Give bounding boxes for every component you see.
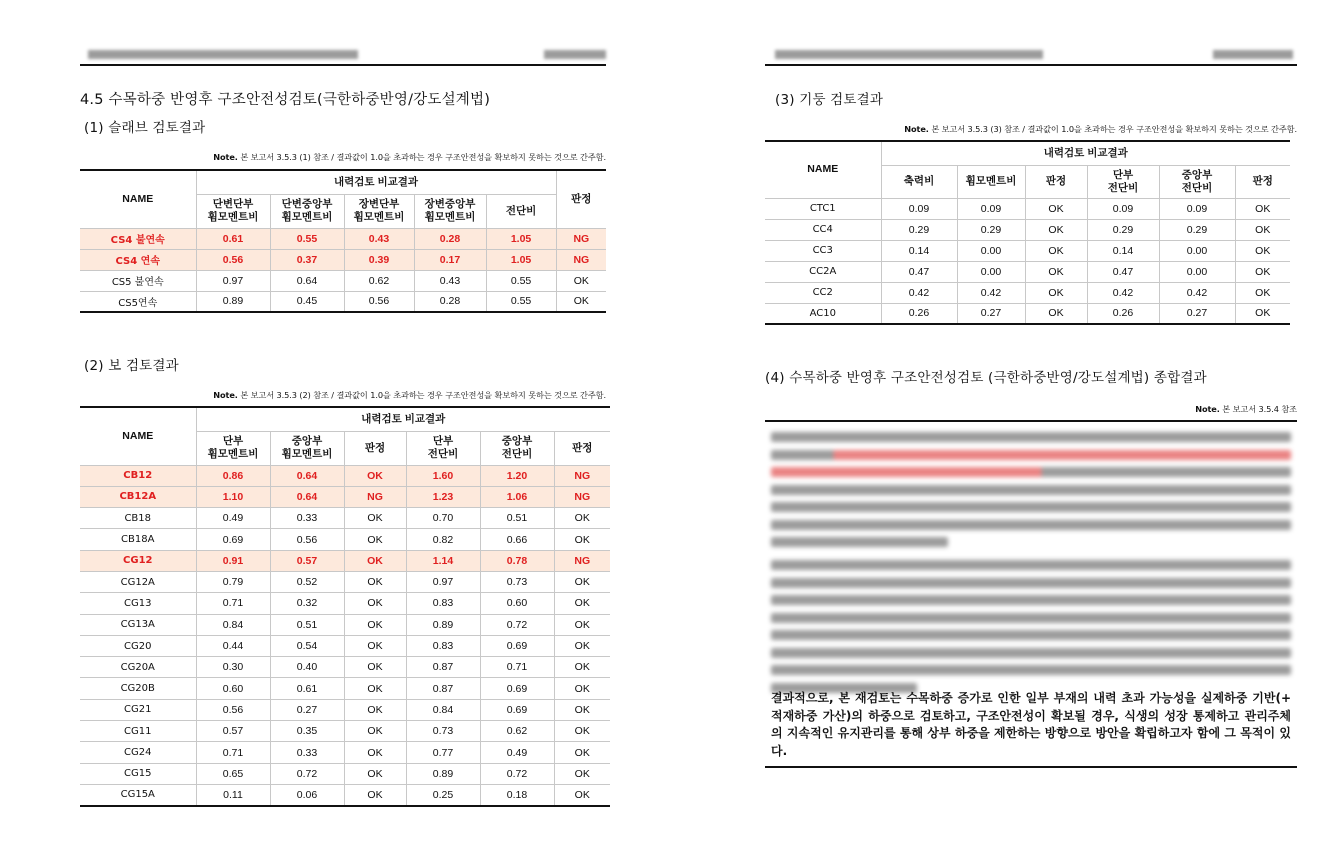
column-cell-value: 0.42 <box>1159 282 1235 303</box>
beam-cell-value: 0.57 <box>270 550 344 571</box>
beam-cell-value: 0.77 <box>406 742 480 763</box>
beam-cell-value: 0.97 <box>406 571 480 592</box>
slab-cell-value: 0.56 <box>344 291 414 312</box>
beam-cell-value: 0.57 <box>196 721 270 742</box>
beam-cell-name: CG20A <box>80 657 196 678</box>
beam-cell-value: 0.40 <box>270 657 344 678</box>
beam-cell-value: 0.71 <box>480 657 554 678</box>
beam-cell-value: 0.83 <box>406 593 480 614</box>
beam-cell-name: CB18A <box>80 529 196 550</box>
beam-cell-value: OK <box>554 508 610 529</box>
beam-title: (2) 보 검토결과 <box>84 358 179 374</box>
slab-cell-judge: OK <box>556 270 606 291</box>
slab-cell-value: 1.05 <box>486 228 556 249</box>
column-cell-value: 0.00 <box>957 240 1025 261</box>
slab-cell-value: 0.97 <box>196 270 270 291</box>
beam-cell-value: 0.27 <box>270 699 344 720</box>
column-cell-value: 0.42 <box>881 282 957 303</box>
beam-cell-value: OK <box>344 678 406 699</box>
column-subheader: 축력비 <box>881 165 957 198</box>
column-subheader: 단부 전단비 <box>1087 165 1159 198</box>
beam-row <box>80 763 610 784</box>
beam-cell-value: OK <box>554 699 610 720</box>
slab-cell-name: CS4 불연속 <box>80 228 196 249</box>
beam-cell-value: 0.32 <box>270 593 344 614</box>
slab-cell-value: 0.61 <box>196 228 270 249</box>
beam-cell-value: 0.11 <box>196 784 270 805</box>
slab-row <box>80 228 606 249</box>
column-cell-value: 0.09 <box>881 198 957 219</box>
blurred-header-text <box>775 50 1043 59</box>
slab-row <box>80 270 606 291</box>
beam-cell-value: OK <box>554 657 610 678</box>
beam-cell-name: CG13A <box>80 614 196 635</box>
beam-row <box>80 678 610 699</box>
column-cell-value: 0.42 <box>957 282 1025 303</box>
beam-cell-value: 0.73 <box>406 721 480 742</box>
beam-cell-value: 0.66 <box>480 529 554 550</box>
beam-row <box>80 571 610 592</box>
slab-header-name: NAME <box>80 170 196 228</box>
beam-cell-value: 0.61 <box>270 678 344 699</box>
beam-cell-value: 0.06 <box>270 784 344 805</box>
beam-header-group: 내력검토 비교결과 <box>196 407 610 431</box>
slab-cell-value: 0.55 <box>486 270 556 291</box>
column-cell-value: 0.47 <box>881 261 957 282</box>
slab-header-judge: 판정 <box>556 170 606 228</box>
beam-cell-value: 0.70 <box>406 508 480 529</box>
slab-cell-name: CS4 연속 <box>80 249 196 270</box>
column-cell-value: OK <box>1235 198 1290 219</box>
beam-cell-value: 1.23 <box>406 486 480 507</box>
beam-cell-value: OK <box>344 550 406 571</box>
beam-cell-value: OK <box>554 763 610 784</box>
column-cell-value: 0.27 <box>957 303 1025 324</box>
slab-cell-value: 0.55 <box>270 228 344 249</box>
summary-top-rule <box>765 420 1297 422</box>
beam-cell-value: 0.89 <box>406 763 480 784</box>
beam-cell-value: 0.84 <box>196 614 270 635</box>
slab-cell-judge: OK <box>556 291 606 312</box>
beam-cell-value: OK <box>344 529 406 550</box>
beam-row <box>80 635 610 656</box>
slab-cell-value: 0.39 <box>344 249 414 270</box>
beam-cell-value: 1.14 <box>406 550 480 571</box>
slab-cell-value: 0.55 <box>486 291 556 312</box>
beam-row <box>80 593 610 614</box>
slab-cell-value: 0.45 <box>270 291 344 312</box>
beam-row <box>80 784 610 805</box>
beam-cell-value: NG <box>554 486 610 507</box>
beam-cell-value: 0.62 <box>480 721 554 742</box>
slab-cell-value: 0.43 <box>414 270 486 291</box>
slab-cell-value: 0.89 <box>196 291 270 312</box>
beam-cell-value: 0.51 <box>270 614 344 635</box>
beam-cell-value: 0.84 <box>406 699 480 720</box>
column-cell-value: 0.29 <box>957 219 1025 240</box>
beam-row <box>80 657 610 678</box>
beam-subheader: 중앙부 전단비 <box>480 431 554 465</box>
beam-cell-value: 0.89 <box>406 614 480 635</box>
beam-cell-name: CG15A <box>80 784 196 805</box>
beam-subheader: 단부 전단비 <box>406 431 480 465</box>
beam-cell-value: OK <box>344 614 406 635</box>
column-cell-name: CC2A <box>765 261 881 282</box>
column-cell-value: 0.29 <box>881 219 957 240</box>
beam-cell-value: 0.78 <box>480 550 554 571</box>
beam-cell-name: CB12 <box>80 465 196 486</box>
slab-cell-name: CS5연속 <box>80 291 196 312</box>
column-header-group: 내력검토 비교결과 <box>881 141 1290 165</box>
column-cell-value: OK <box>1025 303 1087 324</box>
beam-cell-value: 0.56 <box>270 529 344 550</box>
right-page <box>765 0 1297 865</box>
beam-cell-value: 0.71 <box>196 593 270 614</box>
slab-cell-value: 0.62 <box>344 270 414 291</box>
column-cell-value: OK <box>1025 219 1087 240</box>
beam-cell-value: 0.72 <box>270 763 344 784</box>
beam-row <box>80 721 610 742</box>
beam-cell-value: OK <box>344 784 406 805</box>
beam-cell-value: OK <box>554 614 610 635</box>
slab-subheader: 단변단부 휨모멘트비 <box>196 194 270 228</box>
column-subheader: 판정 <box>1025 165 1087 198</box>
column-subheader: 휨모멘트비 <box>957 165 1025 198</box>
slab-subheader: 단변중앙부 휨모멘트비 <box>270 194 344 228</box>
beam-cell-value: 0.87 <box>406 678 480 699</box>
beam-cell-value: 0.87 <box>406 657 480 678</box>
summary-note: Note. 본 보고서 3.5.4 참조 <box>1195 404 1297 414</box>
column-cell-value: 0.00 <box>957 261 1025 282</box>
slab-cell-value: 0.56 <box>196 249 270 270</box>
blurred-header-right <box>1213 50 1293 59</box>
beam-cell-value: 0.79 <box>196 571 270 592</box>
beam-cell-name: CB18 <box>80 508 196 529</box>
column-cell-value: 0.27 <box>1159 303 1235 324</box>
beam-row <box>80 486 610 507</box>
left-page <box>80 0 606 865</box>
beam-cell-value: 0.49 <box>480 742 554 763</box>
summary-conclusion: 결과적으로, 본 재검토는 수목하중 증가로 인한 일부 부재의 내력 초과 가능성을 실제하중 기반(+ 적재하중 가산)의 하중으로 검토하고, 구조안전성이 확보될 경우, 식생의 성장 통제하고 관리주체의 지속적인 유지관리를 통해 상부 하중을 제한하는 방향으로 방안을 확립하고자 함에 그 목적이 있다. <box>771 691 1291 758</box>
beam-cell-value: 0.54 <box>270 635 344 656</box>
column-row <box>765 303 1290 324</box>
beam-cell-value: NG <box>344 486 406 507</box>
beam-row <box>80 465 610 486</box>
beam-cell-value: 0.69 <box>480 699 554 720</box>
column-cell-value: 0.14 <box>881 240 957 261</box>
beam-cell-name: CG15 <box>80 763 196 784</box>
beam-cell-value: OK <box>344 571 406 592</box>
slab-cell-value: 1.05 <box>486 249 556 270</box>
beam-row <box>80 550 610 571</box>
slab-row <box>80 249 606 270</box>
slab-subheader: 전단비 <box>486 194 556 228</box>
column-cell-name: CC2 <box>765 282 881 303</box>
beam-table <box>80 406 610 807</box>
beam-cell-value: 0.82 <box>406 529 480 550</box>
beam-cell-value: 0.35 <box>270 721 344 742</box>
beam-cell-value: OK <box>554 571 610 592</box>
slab-header-group: 내력검토 비교결과 <box>196 170 556 194</box>
slab-cell-value: 0.37 <box>270 249 344 270</box>
column-cell-name: CTC1 <box>765 198 881 219</box>
beam-cell-value: 0.65 <box>196 763 270 784</box>
beam-header-name: NAME <box>80 407 196 465</box>
column-row <box>765 219 1290 240</box>
beam-cell-name: CG12A <box>80 571 196 592</box>
beam-subheader: 판정 <box>554 431 610 465</box>
beam-cell-name: CG12 <box>80 550 196 571</box>
column-cell-value: OK <box>1025 240 1087 261</box>
beam-cell-value: 0.83 <box>406 635 480 656</box>
column-cell-name: AC10 <box>765 303 881 324</box>
beam-cell-value: 0.52 <box>270 571 344 592</box>
beam-cell-value: 0.56 <box>196 699 270 720</box>
slab-cell-value: 0.17 <box>414 249 486 270</box>
slab-note: Note. 본 보고서 3.5.3 (1) 참조 / 결과값이 1.0을 초과하는 경우 구조안전성을 확보하지 못하는 것으로 간주함. <box>213 152 606 162</box>
column-note: Note. 본 보고서 3.5.3 (3) 참조 / 결과값이 1.0을 초과하는 경우 구조안전성을 확보하지 못하는 것으로 간주함. <box>904 124 1297 134</box>
beam-cell-value: NG <box>554 465 610 486</box>
beam-cell-value: 0.18 <box>480 784 554 805</box>
column-cell-value: 0.00 <box>1159 240 1235 261</box>
beam-cell-value: OK <box>554 742 610 763</box>
beam-cell-value: 0.30 <box>196 657 270 678</box>
blurred-header-text <box>88 50 358 59</box>
slab-row <box>80 291 606 312</box>
beam-row <box>80 508 610 529</box>
column-cell-value: 0.47 <box>1087 261 1159 282</box>
beam-cell-value: 0.71 <box>196 742 270 763</box>
beam-cell-value: 0.64 <box>270 486 344 507</box>
beam-cell-value: 0.69 <box>196 529 270 550</box>
column-cell-value: OK <box>1025 261 1087 282</box>
beam-cell-value: OK <box>554 678 610 699</box>
beam-row <box>80 699 610 720</box>
beam-cell-value: 0.60 <box>196 678 270 699</box>
beam-cell-value: 0.33 <box>270 508 344 529</box>
beam-cell-value: OK <box>554 721 610 742</box>
slab-cell-value: 0.64 <box>270 270 344 291</box>
beam-row <box>80 529 610 550</box>
beam-cell-value: OK <box>344 763 406 784</box>
column-cell-value: 0.09 <box>957 198 1025 219</box>
beam-cell-value: 0.86 <box>196 465 270 486</box>
beam-row <box>80 742 610 763</box>
column-cell-value: 0.42 <box>1087 282 1159 303</box>
beam-cell-value: 0.51 <box>480 508 554 529</box>
beam-subheader: 단부 휨모멘트비 <box>196 431 270 465</box>
beam-cell-name: CG20 <box>80 635 196 656</box>
slab-cell-value: 0.43 <box>344 228 414 249</box>
beam-cell-value: OK <box>554 593 610 614</box>
right-running-header <box>765 44 1297 66</box>
column-cell-value: 0.29 <box>1159 219 1235 240</box>
column-cell-value: 0.00 <box>1159 261 1235 282</box>
beam-cell-value: OK <box>344 635 406 656</box>
beam-cell-value: 0.49 <box>196 508 270 529</box>
column-cell-value: 0.29 <box>1087 219 1159 240</box>
beam-cell-value: 0.69 <box>480 678 554 699</box>
slab-cell-judge: NG <box>556 249 606 270</box>
beam-cell-value: 0.44 <box>196 635 270 656</box>
column-cell-value: OK <box>1025 198 1087 219</box>
column-cell-value: OK <box>1235 261 1290 282</box>
beam-cell-value: OK <box>344 465 406 486</box>
column-cell-value: 0.26 <box>881 303 957 324</box>
column-row <box>765 240 1290 261</box>
beam-cell-name: CB12A <box>80 486 196 507</box>
beam-cell-value: 1.10 <box>196 486 270 507</box>
beam-cell-value: OK <box>344 508 406 529</box>
slab-cell-value: 0.28 <box>414 228 486 249</box>
slab-title: (1) 슬래브 검토결과 <box>84 120 206 136</box>
column-title: (3) 기둥 검토결과 <box>775 92 884 108</box>
beam-row <box>80 614 610 635</box>
column-row <box>765 282 1290 303</box>
blurred-paragraph-2 <box>771 560 1291 700</box>
column-cell-name: CC4 <box>765 219 881 240</box>
column-cell-value: 0.09 <box>1087 198 1159 219</box>
beam-cell-value: 0.91 <box>196 550 270 571</box>
column-cell-value: 0.09 <box>1159 198 1235 219</box>
beam-cell-value: 0.72 <box>480 614 554 635</box>
beam-cell-name: CG21 <box>80 699 196 720</box>
beam-cell-value: 1.60 <box>406 465 480 486</box>
beam-cell-value: OK <box>554 784 610 805</box>
beam-cell-name: CG20B <box>80 678 196 699</box>
slab-subheader: 장변단부 휨모멘트비 <box>344 194 414 228</box>
beam-cell-value: 0.25 <box>406 784 480 805</box>
beam-cell-name: CG11 <box>80 721 196 742</box>
slab-cell-value: 0.28 <box>414 291 486 312</box>
beam-cell-value: OK <box>344 742 406 763</box>
column-cell-value: OK <box>1235 219 1290 240</box>
summary-bottom-rule <box>765 766 1297 768</box>
beam-cell-value: OK <box>344 721 406 742</box>
beam-cell-value: 1.20 <box>480 465 554 486</box>
column-cell-value: OK <box>1025 282 1087 303</box>
beam-cell-value: OK <box>554 635 610 656</box>
beam-subheader: 판정 <box>344 431 406 465</box>
slab-table <box>80 169 606 313</box>
slab-subheader: 장변중앙부 휨모멘트비 <box>414 194 486 228</box>
column-cell-value: 0.26 <box>1087 303 1159 324</box>
beam-cell-value: 0.69 <box>480 635 554 656</box>
beam-cell-value: OK <box>554 529 610 550</box>
left-running-header <box>80 44 606 66</box>
beam-subheader: 중앙부 휨모멘트비 <box>270 431 344 465</box>
beam-cell-value: 0.73 <box>480 571 554 592</box>
beam-cell-value: 0.64 <box>270 465 344 486</box>
beam-note: Note. 본 보고서 3.5.3 (2) 참조 / 결과값이 1.0을 초과하는 경우 구조안전성을 확보하지 못하는 것으로 간주함. <box>213 390 606 400</box>
beam-cell-value: 0.33 <box>270 742 344 763</box>
section-title: 4.5 수목하중 반영후 구조안전성검토(극한하중반영/강도설계법) <box>80 92 491 108</box>
column-cell-value: 0.14 <box>1087 240 1159 261</box>
column-table <box>765 140 1290 325</box>
column-header-name: NAME <box>765 141 881 198</box>
beam-cell-value: 0.60 <box>480 593 554 614</box>
beam-cell-value: OK <box>344 593 406 614</box>
beam-cell-name: CG24 <box>80 742 196 763</box>
column-cell-value: OK <box>1235 303 1290 324</box>
beam-cell-name: CG13 <box>80 593 196 614</box>
summary-title: (4) 수목하중 반영후 구조안전성검토 (극한하중반영/강도설계법) 종합결과 <box>765 370 1207 386</box>
beam-cell-value: NG <box>554 550 610 571</box>
blurred-header-right <box>544 50 606 59</box>
slab-cell-judge: NG <box>556 228 606 249</box>
slab-cell-name: CS5 불연속 <box>80 270 196 291</box>
beam-cell-value: 0.72 <box>480 763 554 784</box>
column-cell-name: CC3 <box>765 240 881 261</box>
column-row <box>765 261 1290 282</box>
beam-cell-value: OK <box>344 657 406 678</box>
column-cell-value: OK <box>1235 240 1290 261</box>
beam-cell-value: OK <box>344 699 406 720</box>
beam-cell-value: 1.06 <box>480 486 554 507</box>
column-cell-value: OK <box>1235 282 1290 303</box>
blurred-paragraph-1 <box>771 432 1291 555</box>
column-row <box>765 198 1290 219</box>
column-subheader: 판정 <box>1235 165 1290 198</box>
column-subheader: 중앙부 전단비 <box>1159 165 1235 198</box>
